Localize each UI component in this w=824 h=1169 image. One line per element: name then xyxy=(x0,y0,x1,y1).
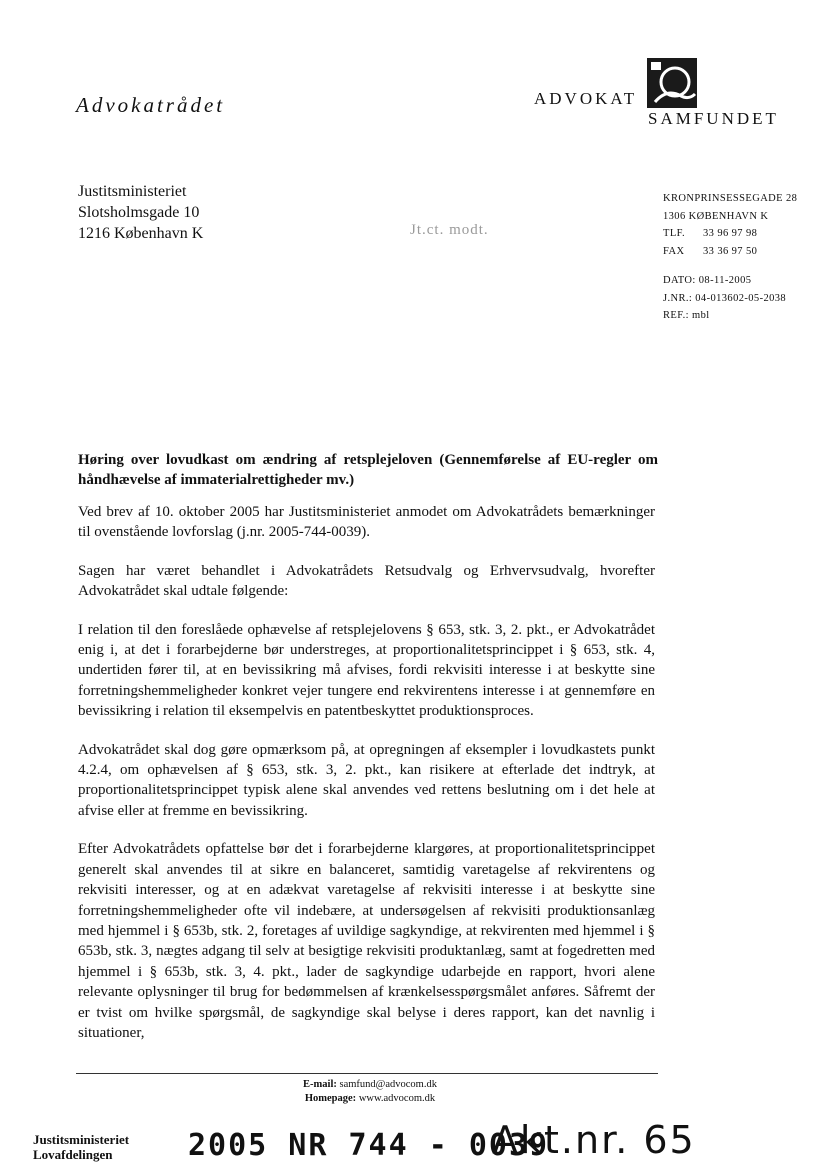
handwritten-case-number: 2005 NR 744 - 0039 xyxy=(188,1128,550,1163)
body-paragraph: Efter Advokatrådets opfattelse bør det i forarbejderne klargøres, at proportionalitetsprincippet generelt skal anvendes til at sikre en balanceret, samtidig varetagelse af rekvirentens og rekvisiti interesser, og at en adækvat varetagelse af rekvisiti interesse i at beskytte sine forretningshemmeligheder ofte vil indebære, at undersøgelsen af rekvisiti produktionsanlæg med hjemmel i § 653b, stk. 2, foretages af uvildige sagkyndige, at rekvirenten med hjemmel i § 653b, stk. 3, nægtes adgang til selv at besigtige rekvisiti produktanlæg, samt at fogedretten med hjemmel i § 653b, stk. 3, 4. pkt., lader de sagkyndige udarbejde en rapport, hvori alene relevante oplysninger til brug for bedømmelsen af krænkelsesspørgsmålet anføres. Såfremt der er tvist om hvilke spørgsmål, de sagkyndige skal belyse i deres rapport, kan det navnlig i situationer, xyxy=(78,841,655,1041)
contact-city: 1306 KØBENHAVN K xyxy=(663,210,769,222)
recipient-line: Justitsministeriet xyxy=(78,183,187,200)
body-paragraph: Advokatrådet skal dog gøre opmærksom på, at opregningen af eksempler i lovudkastets punkt 4.2.4, om ophævelsen af § 653, stk. 3, 2. pkt., kan risikere at efterlade det indtryk, at proportionalitetsprincippet typisk alene skal anvendes ved rettens beslutning om i det hele at afvise eller at fremme en bevissikring. xyxy=(78,741,655,819)
letter-footer xyxy=(0,1078,740,1106)
handwritten-akt-number: Akt.nr. 65 xyxy=(492,1118,696,1162)
body-paragraph: I relation til den foreslåede ophævelse af retsplejelovens § 653, stk. 3, 2. pkt., er Advokatrådet enig i, at det i forarbejderne bør understreges, at proportionalitetsprincippet i § 653, stk. 4, undertiden fører til, at en bevissikring må afvises, fordi rekvisiti interesse i at beskytte sine forretningshemmeligheder konkret vejer tungere end rekvirentens interesse i at gennemføre en bevissikring i relation til eksempelvis en patentbeskyttet produktionsproces. xyxy=(78,621,655,720)
contact-fax: FAX 33 36 97 50 xyxy=(663,245,758,257)
logo-word-advokat: ADVOKAT xyxy=(534,89,638,108)
letter-subject: Høring over lovudkast om ændring af retsplejeloven (Gennemførelse af EU-regler om håndhævelse af immaterialrettigheder mv.) xyxy=(78,452,658,488)
received-stamp: Jt.ct. modt. xyxy=(410,222,489,238)
contact-street: KRONPRINSESSEGADE 28 xyxy=(663,193,798,204)
society-logo-icon xyxy=(647,58,697,108)
letter-date: DATO: 08-11-2005 xyxy=(663,275,752,286)
sender-title: Advokatrådet xyxy=(76,93,226,117)
logo-word-samfundet: SAMFUNDET xyxy=(648,109,779,128)
letter-body xyxy=(78,502,655,1061)
body-paragraph: Ved brev af 10. oktober 2005 har Justitsministeriet anmodet om Advokatrådets bemærkninger til ovenstående lovforslag (j.nr. 2005-744-0039). xyxy=(78,504,655,541)
recipient-address xyxy=(78,181,203,244)
ministry-stamp: Justitsministeriet Lovafdelingen xyxy=(33,1132,130,1162)
recipient-line: 1216 København K xyxy=(78,225,204,242)
body-paragraph: Sagen har været behandlet i Advokatrådets Retsudvalg og Erhvervsudvalg, hvorefter Advokatrådet skal udtale følgende: xyxy=(78,562,655,600)
footer-email: E-mail: samfund@advocom.dk xyxy=(303,1079,437,1090)
footer-divider xyxy=(76,1073,658,1074)
contact-phone: TLF. 33 96 97 98 xyxy=(663,228,758,239)
reference: REF.: mbl xyxy=(663,310,710,321)
sender-contact-block xyxy=(663,190,797,325)
recipient-line: Slotsholmsgade 10 xyxy=(78,204,200,221)
footer-homepage: Homepage: www.advocom.dk xyxy=(304,1093,436,1104)
journal-number: J.NR.: 04-013602-05-2038 xyxy=(663,292,787,304)
